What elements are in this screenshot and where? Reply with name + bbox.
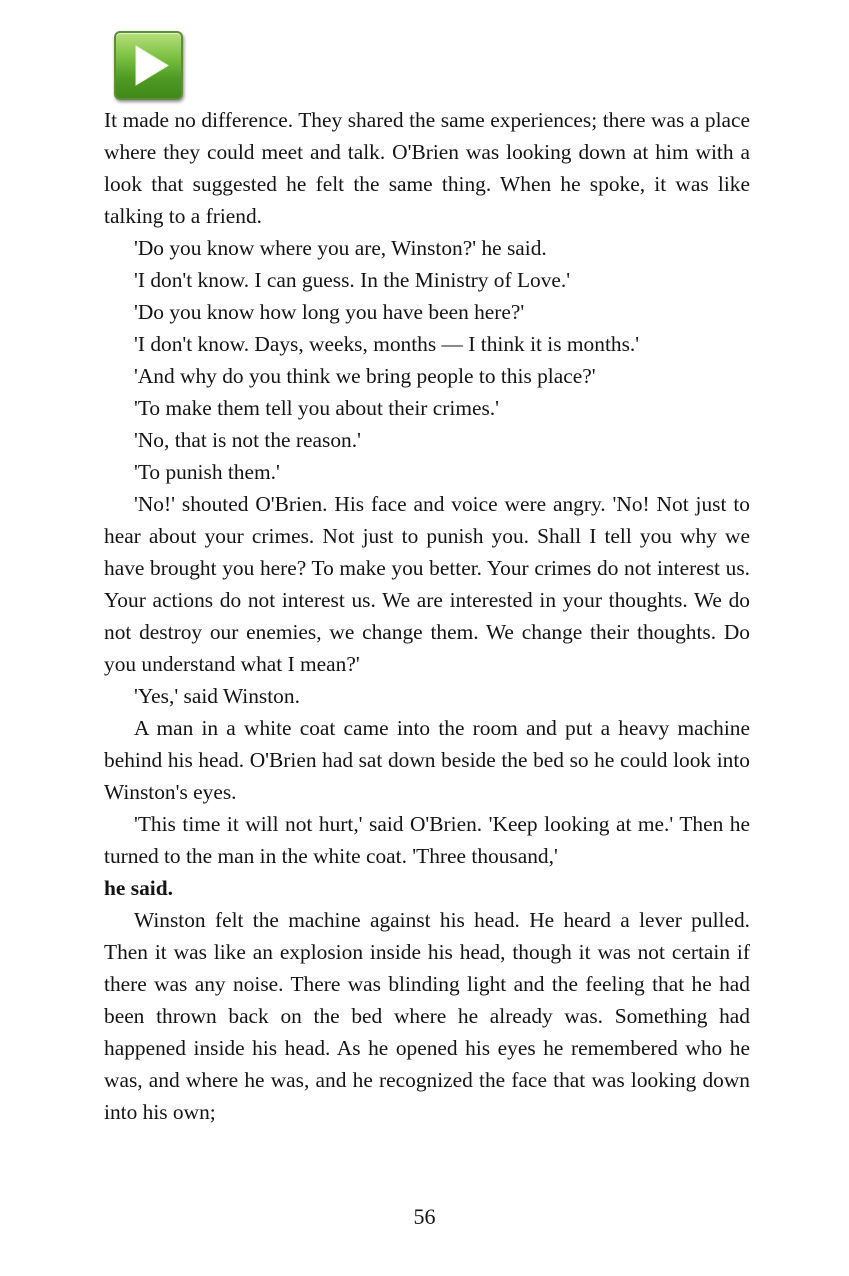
paragraph: 'I don't know. Days, weeks, months — I think it is months.' [134,332,640,356]
paragraph: 'I don't know. I can guess. In the Ministry of Love.' [134,268,571,292]
paragraph: It made no difference. They shared the same experiences; there was a place where they could meet and talk. O'Brien was looking down at him with a look that suggested he felt the same thing. When he spoke, it was like talking to a friend. [104,108,750,228]
paragraph: 'This time it will not hurt,' said O'Brien. 'Keep looking at me.' Then he turned to the man in the white coat. 'Three thousand,' [104,812,750,868]
play-icon [116,33,181,98]
paragraph: 'Do you know how long you have been here?' [134,300,525,324]
paragraph: A man in a white coat came into the room and put a heavy machine behind his head. O'Brien had sat down beside the bed so he could look into Winston's eyes. [104,716,750,804]
book-page-text [104,104,750,1128]
paragraph: 'Do you know where you are, Winston?' he said. [134,236,547,260]
paragraph: 'Yes,' said Winston. [134,684,300,708]
paragraph: 'And why do you think we bring people to this place?' [134,364,596,388]
play-audio-button[interactable] [114,31,183,100]
paragraph: 'No, that is not the reason.' [134,428,361,452]
paragraph: 'No!' shouted O'Brien. His face and voice were angry. 'No! Not just to hear about your crimes. Not just to punish you. Shall I tell you why we have brought you here? To make you better. Your crimes do not interest us. Your actions do not interest us. We are interested in your thoughts. We do not destroy our enemies, we change them. We change their thoughts. Do you understand what I mean?' [104,492,750,676]
paragraph: 'To punish them.' [134,460,280,484]
paragraph: 'To make them tell you about their crimes.' [134,396,499,420]
paragraph: he said. [104,876,173,900]
paragraph: Winston felt the machine against his head. He heard a lever pulled. Then it was like an explosion inside his head, though it was not certain if there was any noise. There was blinding light and the feeling that he had been thrown back on the bed where he already was. Something had happened inside his head. As he opened his eyes he remembered who he was, and where he was, and he recognized the face that was looking down into his own; [104,908,750,1124]
page-number: 56 [413,1204,436,1229]
